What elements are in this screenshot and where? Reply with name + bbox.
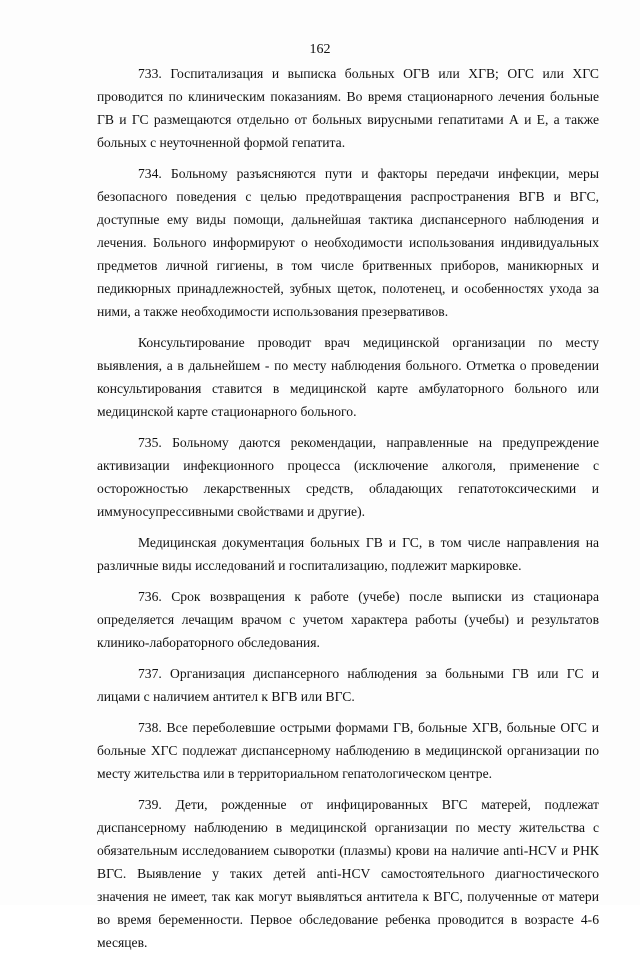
paragraph-733: 733. Госпитализация и выписка больных ОГВ или ХГВ; ОГС или ХГС проводится по клиническим показаниям. Во время стационарного лечения больные ГВ и ГС размещаются отдельно от больных вирусными гепатитами А и Е, а также больных с неуточненной формой гепатита.	[97, 66, 599, 150]
page-number: 162	[309, 42, 331, 57]
paragraph-734: 734. Больному разъясняются пути и факторы передачи инфекции, меры безопасного поведения с целью предотвращения распространения ВГВ и ВГС, доступные ему виды помощи, дальнейшая тактика диспансерного наблюдения и лечения. Больного информируют о необходимости использования индивидуальных предметов личной гигиены, в том числе бритвенных приборов, маникюрных и педикюрных принадлежностей, зубных щеток, полотенец, и особенностях ухода за ними, а также необходимости использования презервативов.	[97, 166, 599, 319]
paragraph-consultation: Консультирование проводит врач медицинской организации по месту выявления, а в дальнейшем - по месту наблюдения больного. Отметка о проведении консультирования ставится в медицинской карте амбулаторного больного или медицинской карте стационарного больного.	[97, 335, 599, 419]
paragraph-738: 738. Все переболевшие острыми формами ГВ, больные ХГВ, больные ОГС и больные ХГС подлежат диспансерному наблюдению в медицинской организации по месту жительства или в территориальном гепатологическом центре.	[97, 720, 599, 781]
paragraph-documentation: Медицинская документация больных ГВ и ГС, в том числе направления на различные виды исследований и госпитализацию, подлежит маркировке.	[97, 535, 599, 573]
paragraph-739: 739. Дети, рожденные от инфицированных ВГС матерей, подлежат диспансерному наблюдению в медицинской организации по месту жительства с обязательным исследованием сыворотки (плазмы) крови на наличие anti-HCV и РНК ВГС. Выявление у таких детей anti-HCV самостоятельного диагностического значения не имеет, так как могут выявляться антитела к ВГС, полученные от матери во время беременности. Первое обследование ребенка проводится в возрасте 4-6 месяцев.	[97, 797, 599, 950]
paragraph-736: 736. Срок возвращения к работе (учебе) после выписки из стационара определяется лечащим врачом с учетом характера работы (учебы) и результатов клинико-лабораторного обследования.	[97, 589, 599, 650]
paragraph-735: 735. Больному даются рекомендации, направленные на предупреждение активизации инфекционного процесса (исключение алкоголя, применение с осторожностью лекарственных средств, обладающих гепатотоксическими и иммуносупрессивными свойствами и другие).	[97, 435, 599, 519]
body-text	[97, 62, 599, 954]
paragraph-737: 737. Организация диспансерного наблюдения за больными ГВ или ГС и лицами с наличием антител к ВГВ или ВГС.	[97, 666, 599, 704]
